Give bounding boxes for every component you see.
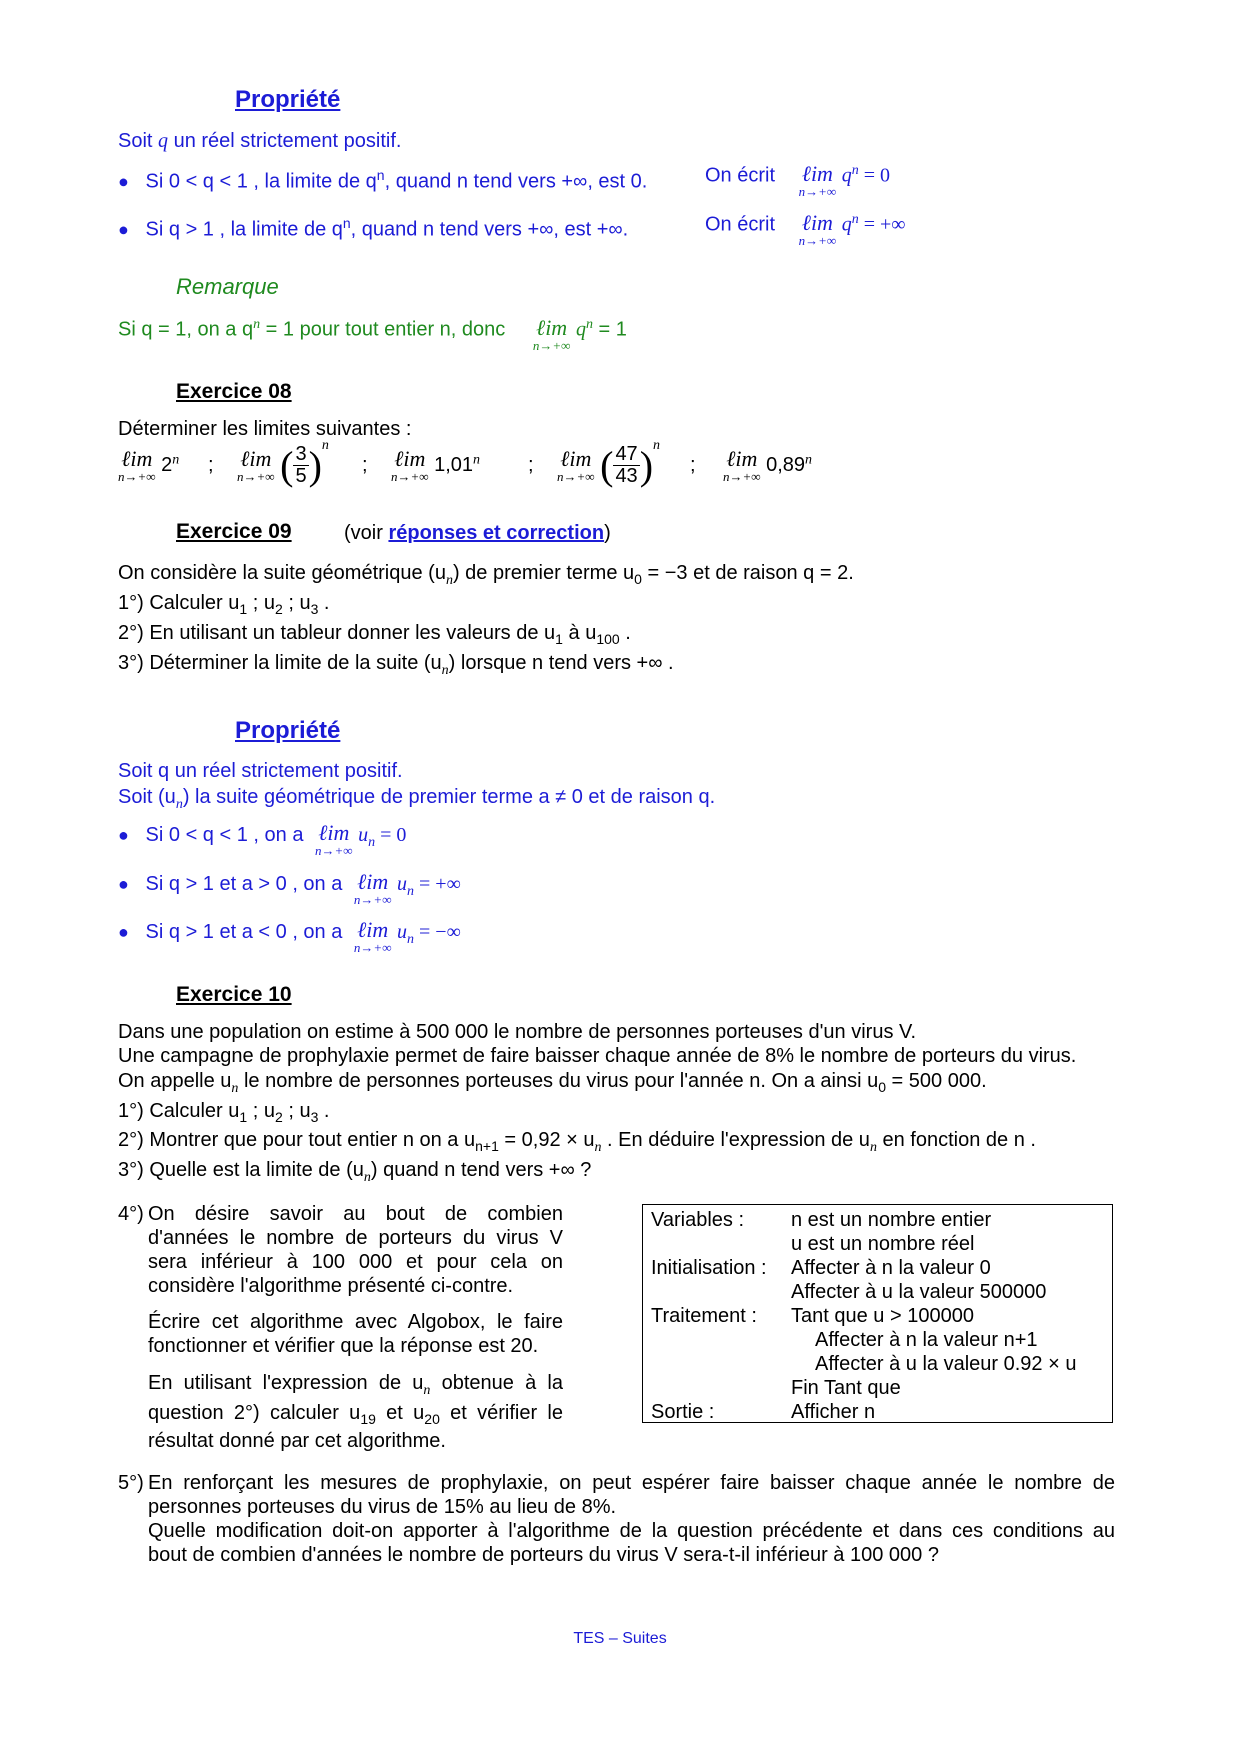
algo-trait-label: Traitement :	[651, 1305, 757, 1327]
exercise-10-paragraph-1: Dans une population on estime à 500 000 le nombre de personnes porteuses d'un virus V.	[118, 1021, 917, 1043]
algo-init-2: Affecter à u la valeur 500000	[791, 1281, 1047, 1303]
algo-trait-3: Affecter à u la valeur 0.92 × u	[815, 1353, 1077, 1375]
exercise-10-question-5-number: 5°)	[118, 1472, 144, 1494]
property-2-line-1: Soit q un réel strictement positif.	[118, 760, 403, 782]
algo-init-label: Initialisation :	[651, 1257, 767, 1279]
exercise-10-question-4-number: 4°)	[118, 1203, 144, 1225]
exercise-08-heading: Exercice 08	[176, 380, 292, 403]
property-1-bullet-1: ● Si 0 < q < 1 , la limite de $q^n$, quand n tend vers +∞, est 0.	[118, 167, 648, 193]
q5-line-2: personnes porteuses du virus de 15% au lieu de 8%.	[148, 1496, 617, 1518]
exercise-09-heading: Exercice 09	[176, 520, 292, 543]
q5-line-3: Quelle modification doit-on apporter à l'algorithme de la question précédente et dans ces conditions au	[148, 1520, 1115, 1542]
algorithm-box	[642, 1204, 1113, 1423]
q4-line-7: En utilisant l'expression de $u_n$ obtenue à la	[148, 1372, 563, 1398]
exercise-08-limit-3: ℓim n→+∞ 1,01$^n$	[391, 446, 481, 484]
exercise-09-question-2: 2°) En utilisant un tableur donner les valeurs de $u_1$ à $u_{100}$ .	[118, 622, 631, 647]
exercise-08-sep-3: ;	[528, 454, 534, 476]
exercise-09-question-3: 3°) Déterminer la limite de la suite $(u_n)$ lorsque n tend vers +∞ .	[118, 652, 674, 678]
remark-text: Si q = 1, on a $q^n = 1$ pour tout entier n, donc ℓim n→+∞ $q^n = 1$	[118, 315, 627, 353]
property-1-bullet-2: ● Si q > 1 , la limite de $q^n$, quand n tend vers +∞, est +∞.	[118, 215, 629, 241]
algo-trait-1: Tant que u > 100000	[791, 1305, 974, 1327]
exercise-08-limit-2: ℓim n→+∞ ( $\frac{3}{5}$ )$^n$	[237, 438, 329, 488]
page-footer: TES – Suites	[573, 1630, 667, 1647]
property-2-bullet-3: ● Si q > 1 et a < 0 , on a ℓim n→+∞ $u_n$ = −∞	[118, 917, 461, 955]
q4-line-8: question 2°) calculer $u_{19}$ et $u_{20}$ et vérifier le	[148, 1402, 563, 1427]
exercise-10-paragraph-2: Une campagne de prophylaxie permet de faire baisser chaque année de 8% le nombre de porteurs du virus.	[118, 1045, 1077, 1067]
property-1-formula-2: On écrit ℓim n→+∞ $q^n$ = +∞	[705, 210, 906, 248]
exercise-10-question-2: 2°) Montrer que pour tout entier n on a $u_{n+1} = 0,92 \times u_n$ . En déduire l'expression de $u_n$ en fonction de n .	[118, 1129, 1036, 1155]
algo-init-1: Affecter à n la valeur 0	[791, 1257, 991, 1279]
q5-line-1: En renforçant les mesures de prophylaxie, on peut espérer faire baisser chaque année le nombre de	[148, 1472, 1115, 1494]
q4-line-4: considère l'algorithme présenté ci-contre.	[148, 1275, 514, 1297]
property-heading-2: Propriété	[235, 717, 341, 744]
q4-line-6: fonctionner et vérifier que la réponse est 20.	[148, 1335, 539, 1357]
exercise-10-question-3: 3°) Quelle est la limite de $(u_n)$ quand n tend vers +∞ ?	[118, 1159, 592, 1185]
q4-line-9: résultat donné par cet algorithme.	[148, 1430, 446, 1452]
exercise-08-sep-4: ;	[690, 454, 696, 476]
q4-line-1: On désire savoir au bout de combien	[148, 1203, 563, 1225]
algo-sortie-label: Sortie :	[651, 1401, 715, 1423]
exercise-10-paragraph-3: On appelle $u_n$ le nombre de personnes porteuses du virus pour l'année n. On a ainsi $u_0 = 500$ 000.	[118, 1070, 987, 1096]
algo-variables-label: Variables :	[651, 1209, 745, 1231]
exercise-10-heading: Exercice 10	[176, 983, 292, 1006]
q4-line-2: d'années le nombre de porteurs du virus V	[148, 1227, 563, 1249]
algo-var-1: n est un nombre entier	[791, 1209, 992, 1231]
algo-var-2: u est un nombre réel	[791, 1233, 975, 1255]
property-2-line-2: Soit $(u_n)$ la suite géométrique de premier terme a ≠ 0 et de raison q.	[118, 786, 716, 812]
algo-trait-4: Fin Tant que	[791, 1377, 901, 1399]
exercise-08-sep-2: ;	[362, 454, 368, 476]
exercise-08-prompt: Déterminer les limites suivantes :	[118, 418, 412, 440]
property-1-intro: Soit q un réel strictement positif.	[118, 130, 402, 152]
property-1-formula-1: On écrit ℓim n→+∞ $q^n = 0$	[705, 161, 890, 199]
property-2-bullet-1: ● Si 0 < q < 1 , on a ℓim n→+∞ $u_n = 0$	[118, 820, 407, 858]
answers-link[interactable]: réponses et correction	[388, 522, 605, 544]
exercise-09-statement: On considère la suite géométrique $(u_n)$ de premier terme $u_0 = -3$ et de raison q = 2.	[118, 562, 854, 588]
q4-line-3: sera inférieur à 100 000 et pour cela on	[148, 1251, 563, 1273]
algo-trait-2: Affecter à n la valeur n+1	[815, 1329, 1038, 1351]
exercise-08-limit-5: ℓim n→+∞ 0,89$^n$	[723, 446, 813, 484]
exercise-08-limit-1: ℓim n→+∞ 2$^n$	[118, 446, 180, 484]
q4-line-5: Écrire cet algorithme avec Algobox, le faire	[148, 1311, 563, 1333]
q5-line-4: bout de combien d'années le nombre de porteurs du virus V sera-t-il inférieur à 100 000 ?	[148, 1544, 939, 1566]
property-heading-1: Propriété	[235, 86, 341, 113]
exercise-08-limit-4: ℓim n→+∞ ( $\frac{47}{43}$ )$^n$	[557, 438, 661, 488]
property-2-bullet-2: ● Si q > 1 et a > 0 , on a ℓim n→+∞ $u_n$ = +∞	[118, 869, 461, 907]
exercise-10-question-1: 1°) Calculer $u_1$ ; $u_2$ ; $u_3$ .	[118, 1100, 330, 1125]
exercise-09-question-1: 1°) Calculer $u_1$ ; $u_2$ ; $u_3$ .	[118, 592, 330, 617]
algo-sortie-1: Afficher n	[791, 1401, 876, 1423]
exercise-08-sep-1: ;	[208, 454, 214, 476]
remark-heading: Remarque	[176, 274, 279, 299]
exercise-09-see-answers: (voir réponses et correction)	[344, 522, 611, 544]
